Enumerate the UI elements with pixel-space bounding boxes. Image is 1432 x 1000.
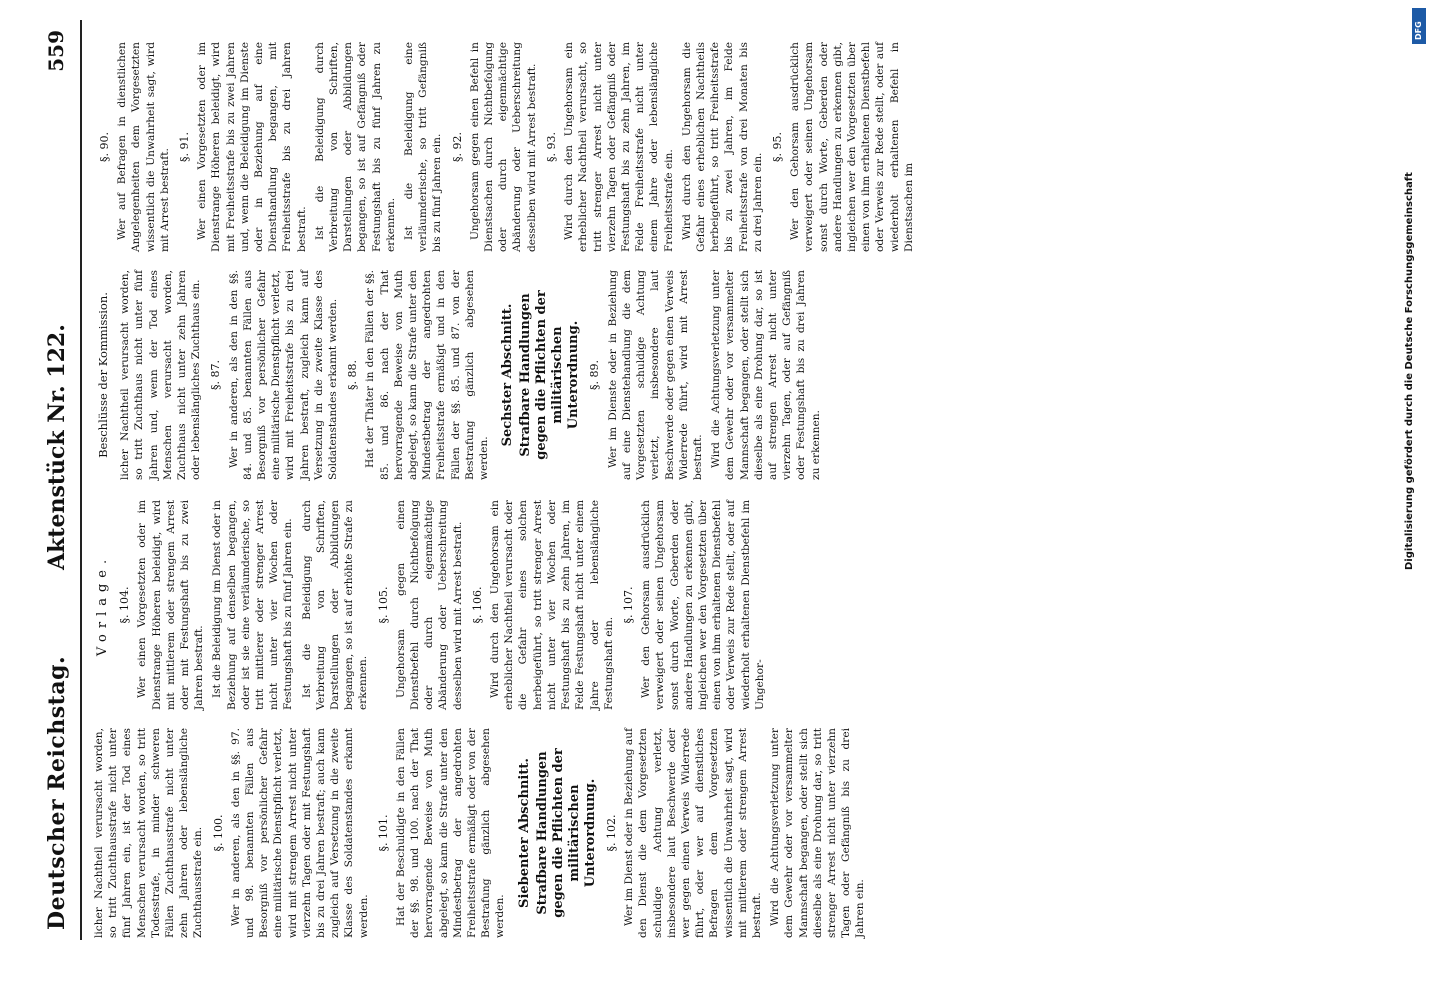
vorlage-heading: Vorlage.: [95, 553, 110, 657]
header-rule: [80, 20, 82, 940]
section-number: §. 93.: [544, 132, 558, 162]
page-number: 559: [44, 30, 68, 72]
paragraph: Wer den Gehorsam ausdrücklich verweigert oder seinen Ungehorsam sonst durch Worte, Geberden oder andere Handlungen zu erkennen gibt, ingleichen wer den Vorgesetzten über einen von ihm erhaltenen Dienstbefehl oder Verweis zur Rede stellt, oder auf wiederholt erhaltenen Dienstbefehl im Ungehor-: [640, 500, 766, 710]
paragraph: Wer in anderen, als den in den §§. 84. und 85. benannten Fällen aus Besorgniß vor persönlicher Gefahr eine militärische Dienstpflicht verletzt, wird mit Freiheitsstrafe bis zu drei Jahren bestraft, zugleich kann auf Versetzung in die zweite Klasse des Soldatenstandes erkannt werden.: [227, 270, 340, 480]
document-sheet: [36, 0, 1396, 1000]
dfg-logo: [1412, 8, 1426, 44]
vorlage-column-1: [92, 728, 872, 938]
paragraph: Wird durch den Ungehorsam ein erheblicher Nachtheil verursacht oder die Gefahr eines solchen herbeigeführt, so tritt strenger Arrest nicht unter vier Wochen oder Festungshaft bis zu zehn Jahren, im Felde Festungshaft nicht unter einem Jahre oder lebenslängliche Festungshaft ein.: [489, 500, 615, 710]
paragraph: Wird die Achtungsverletzung unter dem Gewehr oder vor versammelter Mannschaft begangen, oder stellt sich dieselbe als eine Drohung dar, so tritt strenger Arrest nicht unter vierzehn Tagen oder Gefängniß bis zu drei Jahren ein.: [769, 728, 867, 938]
paragraph: Wer einen Vorgesetzten oder im Dienstrange Höheren beleidigt, wird mit mittlerem oder strengem Arrest oder mit Festungshaft bis zu zwei Jahren bestraft.: [136, 500, 206, 710]
digitization-credit-text: Digitalisierung gefördert durch die Deutsche Forschungsgemeinschaft: [1404, 172, 1415, 570]
section-number: §. 104.: [118, 586, 132, 624]
paragraph: Hat der Thäter in den Fällen der §§. 85. und 86. nach der That hervorragende Beweise von Muth abgelegt, so kann die Strafe unter den Mindestbetrag der angedrohten Freiheitsstrafe ermäßigt und in den Fällen der §§. 85. und 87. von der Bestrafung gänzlich abgesehen werden.: [364, 270, 491, 480]
paragraph: Ist die Beleidigung im Dienst oder in Beziehung auf denselben begangen, oder ist sie eine verläumderische, so tritt mittlerer oder strenger Arrest nicht unter vier Wochen oder Festungshaft bis zu fünf Jahren ein.: [211, 500, 295, 710]
paragraph: Wird die Achtungsverletzung unter dem Gewehr oder vor versammelter Mannschaft begangen, oder stellt sich dieselbe als eine Drohung dar, so ist auf strengen Arrest nicht unter vierzehn Tagen, oder auf Gefängniß oder Festungshaft bis zu drei Jahren zu erkennen.: [710, 270, 822, 480]
section-number: §. 92.: [450, 132, 464, 162]
kommission-column-2: [92, 42, 920, 252]
section-number: §. 90.: [98, 132, 111, 162]
paragraph: Wer im Dienste oder in Beziehung auf eine Dienstehandlung die dem Vorgesetzten schuldige Achtung verletzt, insbesondere laut Beschwerde oder gegen einen Verweis Widerrede führt, wird mit Arrest bestraft.: [606, 270, 704, 480]
section-number: §. 106.: [470, 586, 484, 624]
header-title-left: Deutscher Reichstag.: [44, 655, 70, 930]
paragraph: Hat der Beschuldigte in den Fällen der §§. 98. und 100. nach der That hervorragende Beweise von Muth abgelegt, so kann die Strafe unter den Mindestbetrag der angedrohten Freiheitsstrafe ermäßigt oder von der Bestrafung gänzlich abgesehen werden.: [395, 728, 507, 938]
paragraph: Ist die Beleidigung eine verläumderische, so tritt Gefängniß bis zu fünf Jahren ein.: [403, 42, 444, 252]
paragraph: Wer den Gehorsam ausdrücklich verweigert oder seinen Ungehorsam sonst durch Worte, Geberden oder andere Handlungen zu erkennen gibt, ingleichen wer den Vorgesetzten über einen von ihm erhaltenen Dienstbefehl oder Verweis zur Rede stellt, oder auf wiederholt erhaltenen Befehl in Dienstsachen im: [789, 42, 915, 252]
section-number: §. 107.: [621, 586, 635, 624]
digitization-credit: [1390, 10, 1430, 990]
section-number: §. 88.: [346, 360, 360, 390]
kommission-column-1: [92, 270, 827, 480]
section-number: §. 89.: [588, 360, 602, 390]
dfg-logo-text: DFG: [1414, 21, 1423, 40]
paragraph: Wer im Dienst oder in Beziehung auf den Dienst die dem Vorgesetzten schuldige Achtung verletzt, insbesondere laut Beschwerde oder wer gegen einen Verweis Widerrede führt, oder wer auf dienstliches Befragen dem Vorgesetzten wissentlich die Unwahrheit sagt, wird mit mittlerem oder strengem Arrest bestraft.: [623, 728, 763, 938]
paragraph: Ist die Beleidigung durch Verbreitung von Schriften, Darstellungen oder Abbildungen begangen, so ist auf Gefängniß oder Festungshaft bis zu fünf Jahren zu erkennen.: [313, 42, 397, 252]
paragraph: licher Nachtheil verursacht worden, so tritt Zuchthausstrafe nicht unter fünf Jahren ein, ist der Tod eines Menschen verursacht worden, so tritt Todesstrafe, in minder schweren Fällen Zuchthausstrafe nicht unter zehn Jahren oder lebenslängliche Zuchthausstrafe ein.: [93, 728, 205, 938]
paragraph: Wer in anderen, als den in §§. 97. und 98. benannten Fällen aus Besorgniß vor persönlicher Gefahr eine militärische Dienstpflicht verletzt, wird mit strengem Arrest nicht unter vierzehn Tagen oder mit Festungshaft bis zu drei Jahren bestraft; auch kann zugleich auf Versetzung in die zweite Klasse des Soldatenstandes erkannt werden.: [229, 728, 370, 938]
section-number: §. 101.: [376, 814, 390, 852]
paragraph: Ungehorsam gegen einen Befehl in Dienstsachen durch Nichtbefolgung oder durch eigenmächtige Abänderung oder Ueberschreitung desselben wird mit Arrest bestraft.: [468, 42, 538, 252]
kommission-heading: Beschlüsse der Kommission.: [96, 292, 110, 458]
paragraph: Ungehorsam gegen einen Dienstbefehl durch Nichtbefolgung oder durch eigenmächtige Abänderung oder Ueberschreitung desselben wird mit Arrest bestraft.: [394, 500, 464, 710]
section-number: §. 87.: [209, 360, 223, 390]
section-number: §. 91.: [178, 132, 192, 162]
paragraph: Wird durch den Ungehorsam ein erheblicher Nachtheil verursacht, so tritt strenger Arrest nicht unter vierzehn Tagen oder Gefängniß oder Festungshaft bis zu zehn Jahren, im Felde Freiheitsstrafe nicht unter einem Jahre oder lebenslängliche Freiheitsstrafe ein.: [563, 42, 675, 252]
paragraph: Wird durch den Ungehorsam die Gefahr eines erheblichen Nachtheils herbeigeführt, so tritt Freiheitsstrafe bis zu zwei Jahren, im Felde Freiheitsstrafe von drei Monaten bis zu drei Jahren ein.: [680, 42, 764, 252]
page-header: [36, 0, 82, 1000]
paragraph: Wer einen Vorgesetzten oder im Dienstrange Höheren beleidigt, wird mit Freiheitsstrafe bis zu zwei Jahren und, wenn die Beleidigung im Dienste oder in Beziehung auf eine Diensthandlung begangen, mit Freiheitsstrafe bis zu drei Jahren bestraft.: [196, 42, 308, 252]
chapter-title: Strafbare Handlungen gegen die Pflichten der militärischen Unterordnung.: [534, 748, 598, 918]
chapter-title: Strafbare Handlungen gegen die Pflichten der militärischen Unterordnung.: [518, 290, 582, 460]
paragraph: Ist die Beleidigung durch Verbreitung von Schriften, Darstellungen oder Abbildungen begangen, so ist auf erhöhte Strafe zu erkennen.: [300, 500, 370, 710]
header-document-number: Aktenstück Nr. 122.: [44, 324, 70, 570]
paragraph: Wer auf Befragen in dienstlichen Angelegenheiten dem Vorgesetzten wissentlich die Unwahrheit sagt, wird mit Arrest bestraft.: [116, 42, 171, 252]
section-number: §. 102.: [604, 814, 618, 852]
paragraph: licher Nachtheil verursacht worden, so tritt Zuchthaus nicht unter fünf Jahren und, wenn der Tod eines Menschen verursacht worden, Zuchthaus nicht unter zehn Jahren oder lebenslängliches Zuchthaus ein.: [119, 270, 203, 480]
section-number: §. 100.: [211, 814, 225, 852]
chapter-heading: Sechster Abschnitt.: [500, 303, 516, 447]
chapter-heading: Siebenter Abschnitt.: [516, 758, 532, 908]
vorlage-column-2: [92, 500, 771, 710]
section-number: §. 105.: [376, 586, 390, 624]
section-number: §. 95.: [770, 132, 784, 162]
